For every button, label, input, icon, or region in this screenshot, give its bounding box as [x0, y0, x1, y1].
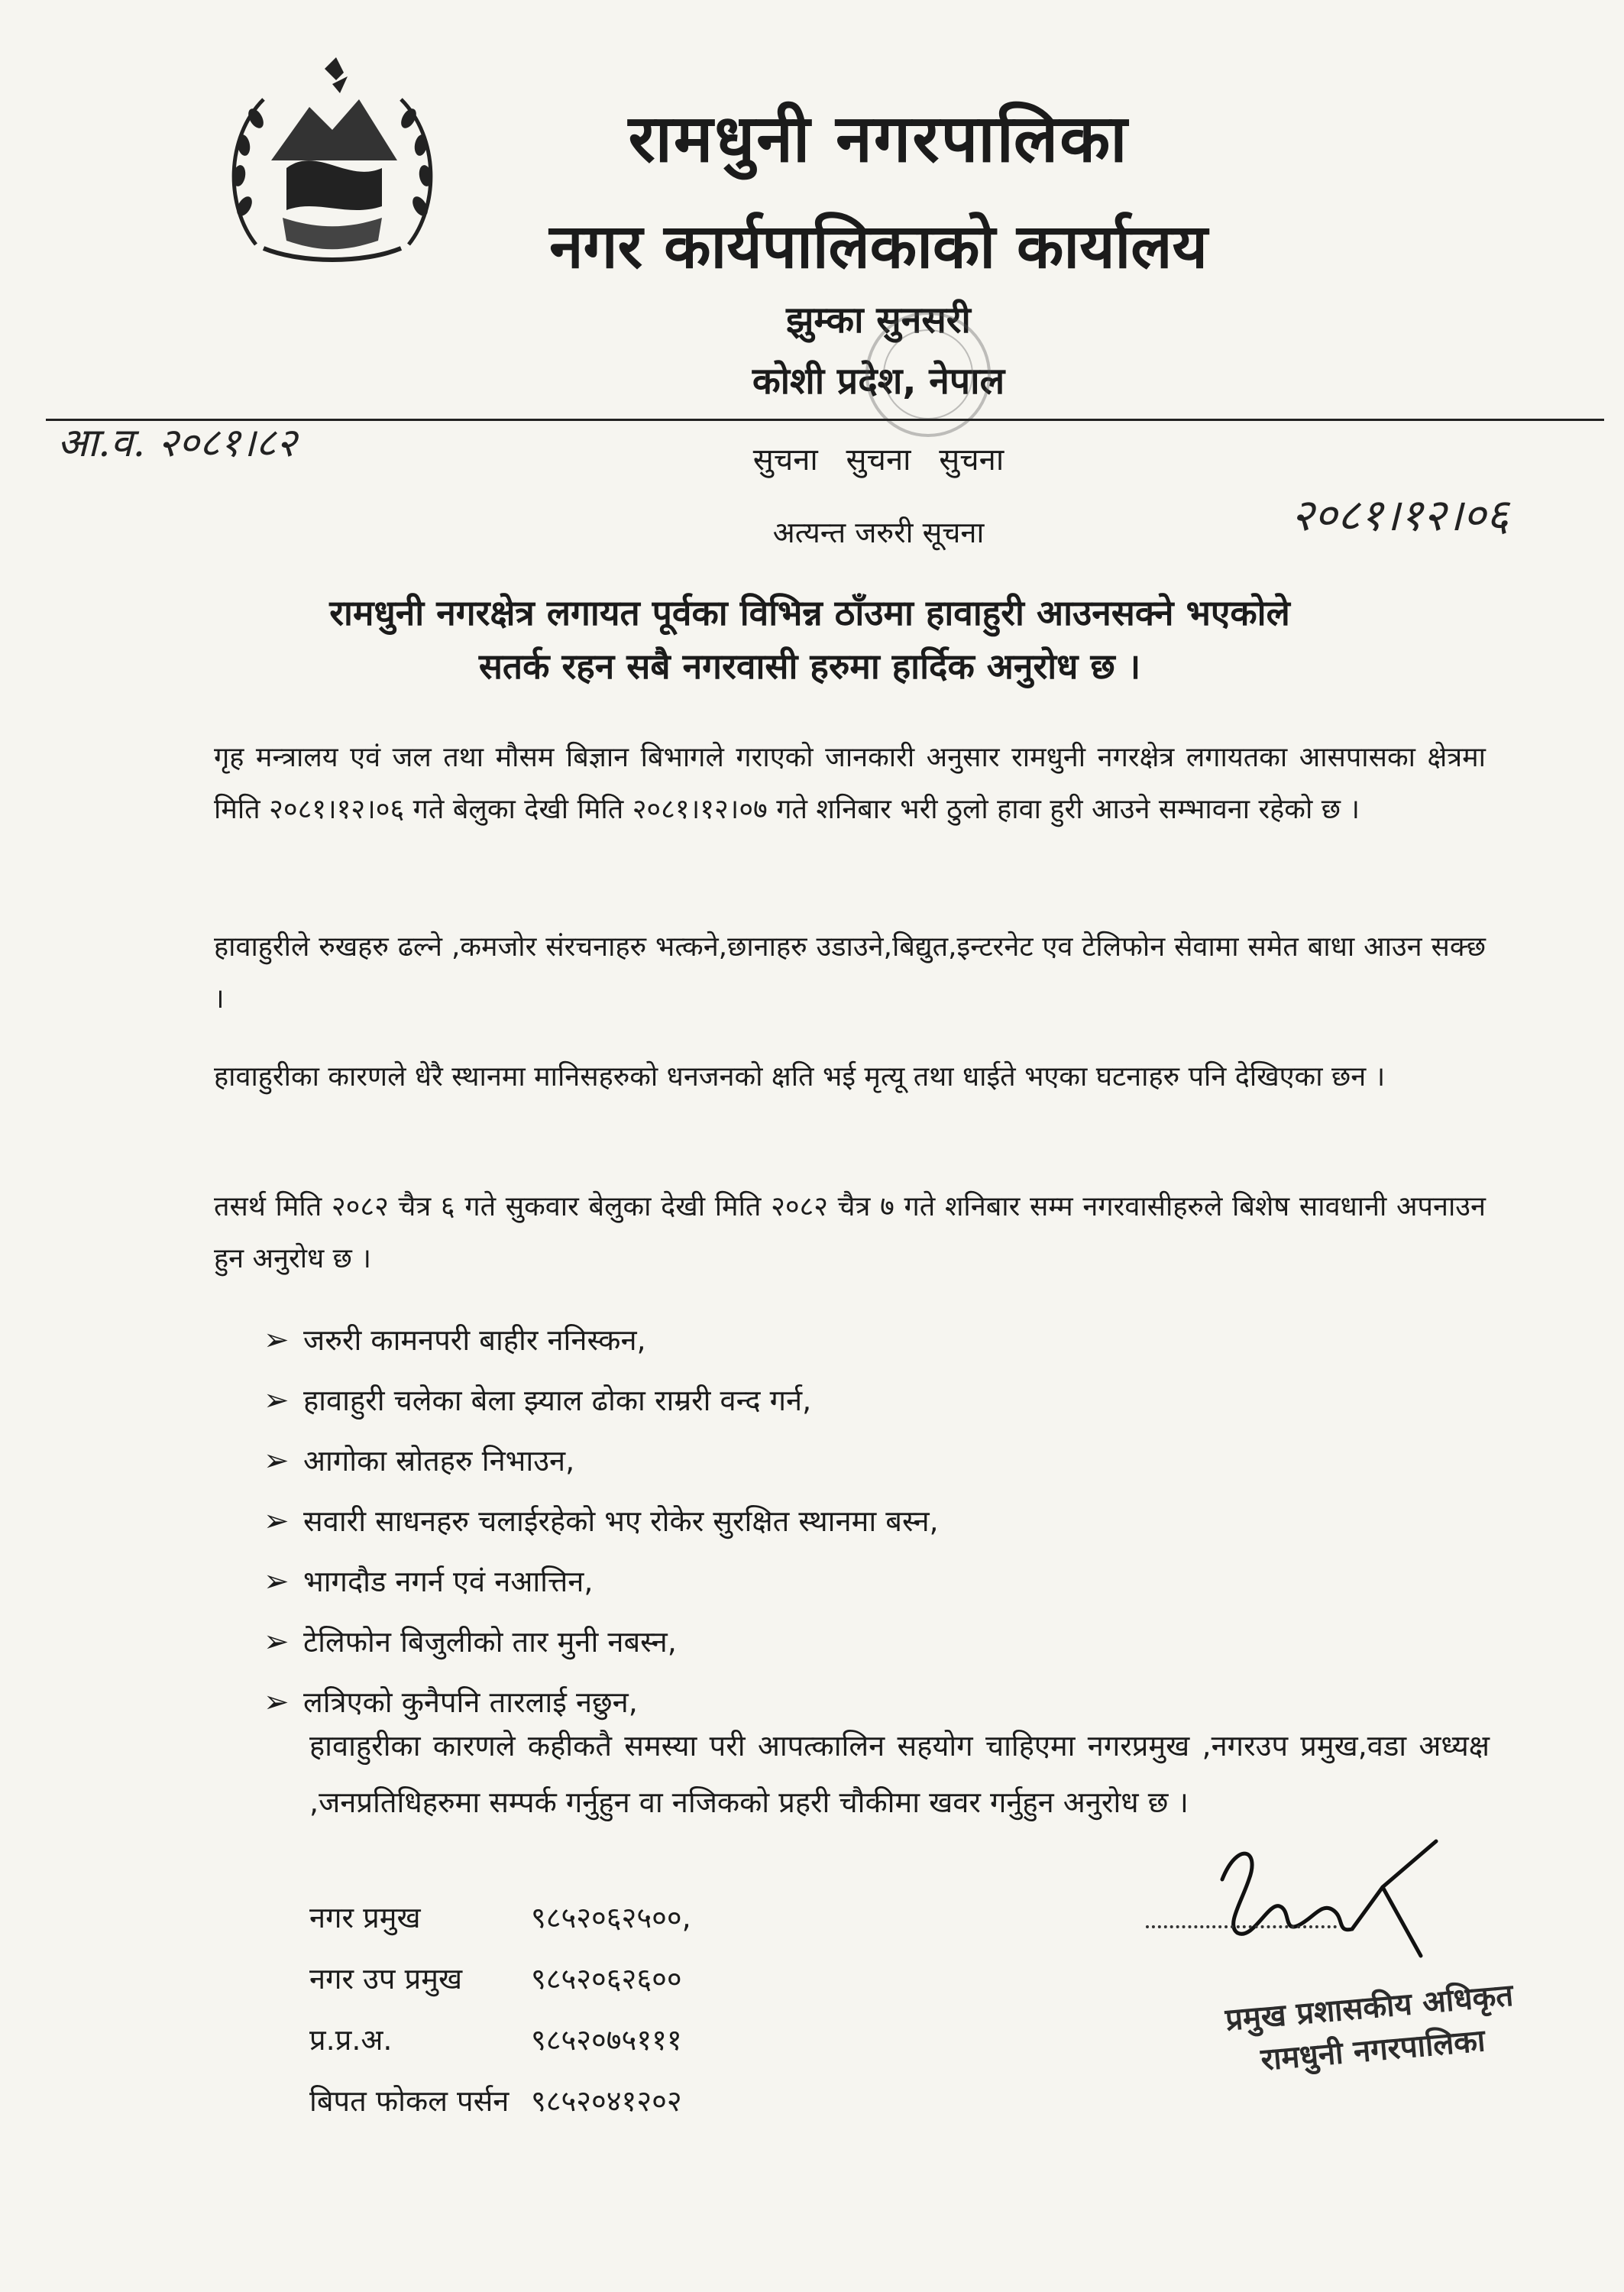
contact-list: [309, 1887, 691, 2132]
arrow-bullet-icon: ➢: [264, 1564, 290, 1599]
contact-label: बिपत फोकल पर्सन: [309, 2084, 510, 2118]
closing-paragraph: हावाहुरीका कारणले कहीकतै समस्या परी आपत्कालिन सहयोग चाहिएमा नगरप्रमुख ,नगरउप प्रमुख,वडा अध्यक्ष ,जनप्रतिधिहरुमा सम्पर्क गर्नुहुन वा नजिकको प्रहरी चौकीमा खवर गर्नुहुन अनुरोध छ ।: [309, 1729, 1490, 1819]
contact-label: नगर उप प्रमुख: [309, 1962, 463, 1996]
arrow-bullet-icon: ➢: [264, 1443, 290, 1478]
emblem-graphic: [210, 53, 455, 283]
arrow-bullet-icon: ➢: [264, 1685, 290, 1720]
office-location: झुम्का सुनसरी: [786, 299, 971, 342]
list-item: [264, 1612, 1486, 1672]
list-item: [264, 1491, 1486, 1552]
list-item: [264, 1371, 1486, 1431]
contact-row: [309, 1948, 691, 2009]
paragraph-impacts: हावाहुरीले रुखहरु ढल्ने ,कमजोर संरचनाहरु भत्कने,छानाहरु उडाउने,बिद्युत,इन्टरनेट एव टेलिफोन सेवामा समेत बाधा आउन सक्छ ।: [214, 931, 1486, 1015]
notice-word: सुचना: [939, 442, 1004, 478]
contact-row: [309, 2009, 691, 2070]
arrow-bullet-icon: ➢: [264, 1624, 290, 1659]
contact-label: प्र.प्र.अ.: [309, 2023, 393, 2057]
designation-stamp: [1189, 1971, 1554, 2088]
contact-row: [309, 1887, 691, 1948]
nepal-emblem-icon: [210, 53, 455, 283]
list-item: [264, 1431, 1486, 1491]
headline-line-1: रामधुनी नगरक्षेत्र लगायत पूर्वका विभिन्न ठाँउमा हावाहुरी आउनसक्ने भएकोले: [329, 592, 1290, 633]
list-item-text: सवारी साधनहरु चलाईरहेको भए रोकेर सुरक्षित स्थानमा बस्न,: [303, 1504, 939, 1538]
signature-line: [1146, 1925, 1337, 1928]
office-name: नगर कार्यपालिकाको कार्यालय: [549, 211, 1208, 282]
contact-number: ९८५२०४१२०२: [531, 2084, 682, 2118]
paragraph-damages: हावाहुरीका कारणले धेरै स्थानमा मानिसहरुको धनजनको क्षति भई मृत्यू तथा धाईते भएका घटनाहरु पनि देखिएका छन ।: [214, 1061, 1386, 1093]
designation-office: रामधुनी नगरपालिका: [1259, 2023, 1487, 2078]
municipality-name: रामधुनी नगरपालिका: [628, 101, 1129, 177]
list-item-text: भागदौड नगर्न एवं नआत्तिन,: [303, 1565, 594, 1598]
contact-label: नगर प्रमुख: [309, 1901, 421, 1934]
headline-line-2: सतर्क रहन सबै नगरवासी हरुमा हार्दिक अनुरोध छ ।: [478, 646, 1141, 687]
notice-word: सुचना: [752, 442, 818, 478]
paragraph-request: तसर्थ मिति २०८२ चैत्र ६ गते सुकवार बेलुका देखी मिति २०८२ चैत्र ७ गते शनिबार सम्म नगरवासीहरुले बिशेष सावधानी अपनाउन हुन अनुरोध छ ।: [214, 1191, 1486, 1274]
contact-number: ९८५२०६२५००,: [531, 1901, 691, 1934]
office-province: कोशी प्रदेश, नेपाल: [752, 360, 1005, 403]
contact-row: [309, 2070, 691, 2132]
list-item: [264, 1310, 1486, 1371]
list-item-text: जरुरी कामनपरी बाहीर ननिस्कन,: [303, 1323, 646, 1357]
list-item: [264, 1552, 1486, 1612]
list-item-text: टेलिफोन बिजुलीको तार मुनी नबस्न,: [303, 1625, 677, 1659]
reference-number: आ.व. २०८१।८२: [57, 420, 297, 466]
arrow-bullet-icon: ➢: [264, 1322, 290, 1358]
handwritten-date: २०८१।१२।०६: [1291, 489, 1509, 541]
office-stamp-icon: [856, 298, 1001, 451]
precaution-list: [264, 1310, 1486, 1733]
contact-number: ९८५२०६२६००: [531, 1962, 682, 1996]
list-item-text: हावाहुरी चलेका बेला झ्याल ढोका राम्ररी वन्द गर्न,: [303, 1384, 812, 1417]
notice-word: सुचना: [846, 442, 911, 478]
list-item-text: लत्रिएको कुनैपनि तारलाई नछुन,: [303, 1685, 638, 1719]
signature-icon: [1207, 1834, 1451, 1963]
list-item-text: आगोका स्रोतहरु निभाउन,: [303, 1444, 575, 1478]
urgent-notice-label: अत्यन्त जरुरी सूचना: [772, 516, 985, 549]
arrow-bullet-icon: ➢: [264, 1504, 290, 1539]
notice-title-row: [458, 437, 1299, 479]
paragraph-forecast: गृह मन्त्रालय एवं जल तथा मौसम बिज्ञान बिभागले गराएको जानकारी अनुसार रामधुनी नगरक्षेत्र लगायतका आसपासका क्षेत्रमा मिति २०८१।१२।०६ गते बेलुका देखी मिति २०८१।१२।०७ गते शनिबार भरी ठुलो हावा हुरी आउने सम्भावना रहेको छ ।: [214, 742, 1486, 825]
designation-title: प्रमुख प्रशासकीय अधिकृत: [1224, 1977, 1515, 2038]
arrow-bullet-icon: ➢: [264, 1383, 290, 1418]
contact-number: ९८५२०७५१११: [531, 2023, 682, 2057]
